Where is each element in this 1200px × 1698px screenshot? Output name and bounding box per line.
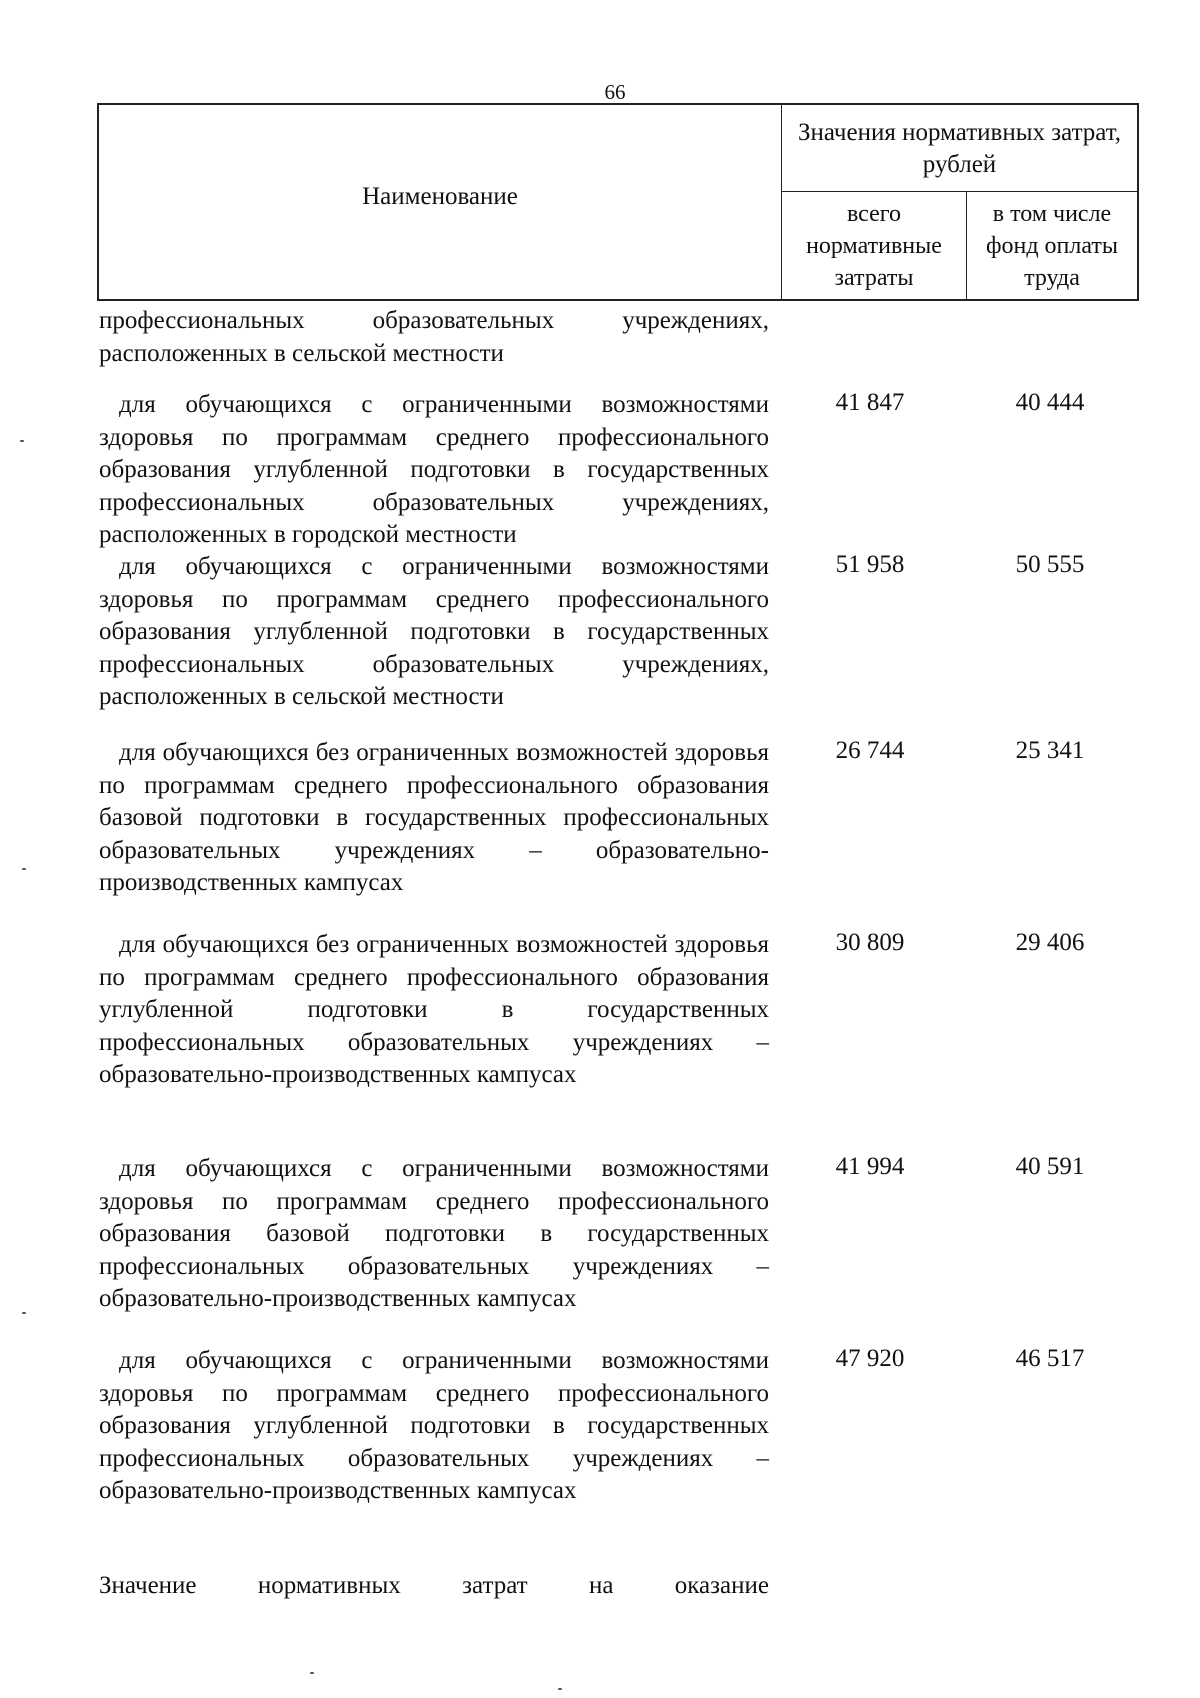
footer-word: затрат [462, 1572, 528, 1599]
table-row-text: для обучающихся без ограниченных возможностей здоровья по программам среднего профессионального образования углубленной подготовки в государственных профессиональных образовательных учреждениях – образовательно-производственных кампусах [99, 931, 769, 1088]
table-row-text: для обучающихся с ограниченными возможностями здоровья по программам среднего профессионального образования углубленной подготовки в государственных профессиональных образовательных учреждениях, расположенных в городской местности [99, 391, 769, 548]
header-total-line: затраты [834, 265, 914, 291]
scan-speck [20, 440, 24, 442]
header-total-line: нормативные [806, 233, 942, 259]
scan-speck [22, 1312, 26, 1314]
table-row-text: для обучающихся без ограниченных возможностей здоровья по программам среднего профессионального образования базовой подготовки в государственных профессиональных образовательных учреждениях – образовательно-производственных кампусах [99, 739, 769, 896]
header-fund-line: фонд оплаты [985, 233, 1119, 259]
header-name-column: Наименование [99, 105, 782, 299]
page-number: 66 [604, 80, 626, 104]
table-row-fund: 46 517 [1015, 1345, 1085, 1372]
scan-speck [558, 1688, 562, 1690]
footer-word: на [588, 1572, 614, 1599]
scan-speck [22, 868, 26, 870]
header-fund-column [967, 192, 1137, 299]
footer-text-line [99, 1572, 769, 1600]
table-row-text: для обучающихся с ограниченными возможностями здоровья по программам среднего профессионального образования базовой подготовки в государственных профессиональных образовательных учреждениях – образовательно-производственных кампусах [99, 1155, 769, 1312]
table-row-total: 47 920 [835, 1345, 905, 1372]
scan-speck [310, 1672, 314, 1674]
table-row-text: для обучающихся с ограниченными возможностями здоровья по программам среднего профессионального образования углубленной подготовки в государственных профессиональных образовательных учреждениях, расположенных в сельской местности [99, 553, 769, 710]
table-row-fund: 40 444 [1015, 389, 1085, 416]
table-row-fund: 40 591 [1015, 1153, 1085, 1180]
header-values-column: Значения нормативных затрат, рублей [782, 105, 1137, 192]
table-row-total: 30 809 [835, 929, 905, 956]
table-row-fund: 25 341 [1015, 737, 1085, 764]
footer-word: нормативных [257, 1572, 401, 1599]
table-row-total: 41 994 [835, 1153, 905, 1180]
header-total-line: всего [846, 201, 902, 227]
footer-word: Значение [99, 1572, 197, 1599]
table-row-text: профессиональных образовательных учреждениях, расположенных в сельской местности [99, 307, 769, 367]
table-row-total: 51 958 [835, 551, 905, 578]
footer-word: оказание [674, 1572, 769, 1599]
table-row-total: 41 847 [835, 389, 905, 416]
table-header [97, 103, 1139, 301]
table-row-total: 26 744 [835, 737, 905, 764]
header-total-column [782, 192, 967, 299]
header-fund-line: в том числе [992, 201, 1112, 227]
table-row-fund: 29 406 [1015, 929, 1085, 956]
table-row-text: для обучающихся с ограниченными возможностями здоровья по программам среднего профессионального образования углубленной подготовки в государственных профессиональных образовательных учреждениях – образовательно-производственных кампусах [99, 1347, 769, 1504]
table-row-fund: 50 555 [1015, 551, 1085, 578]
header-fund-line: труда [1024, 265, 1080, 291]
